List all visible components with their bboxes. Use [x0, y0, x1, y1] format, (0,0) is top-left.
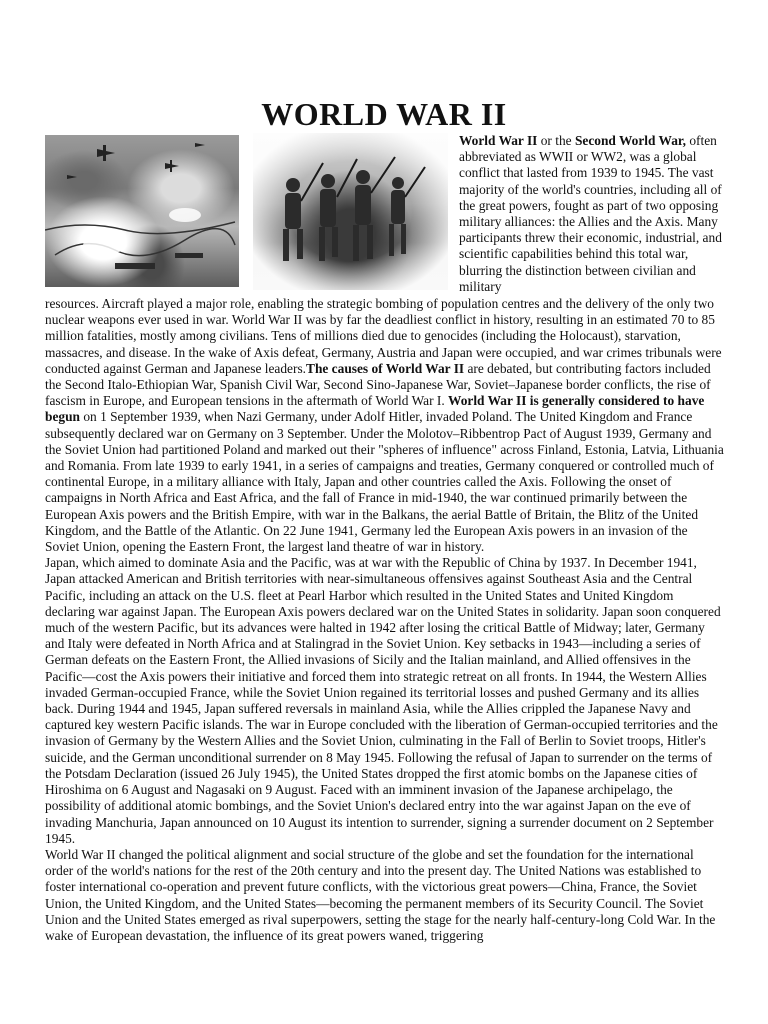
paragraph-aftermath: World War II changed the political alignment and social structure of the globe and set the foundation for the international order of the world's nations for the rest of the 20th century and into the present day. The United Nations was established to foster international co-operation and prevent future conflicts, with the victorious great powers—China, France, the Soviet Union, the United Kingdom, and the United States—becoming the permanent members of its Security Council. The Soviet Union and the United States emerged as rival superpowers, setting the stage for the nearly half-century-long Cold War. In the wake of European devastation, the influence of its great powers waned, triggering [45, 846, 716, 943]
lead-text: often abbreviated as WWII or WW2, was a global conflict that lasted from 1939 to 1945. The vast majority of the world's countries, including all of the great powers, fought as part of two opposing military alliances: the Allies and the Axis. Many participants threw their economic, industrial, and scientific capabilities behind this total war, blurring the distinction between civilian and military [459, 133, 722, 294]
lead-term-2: Second World War, [574, 133, 686, 148]
page-title: WORLD WAR II [261, 96, 507, 132]
article-body [45, 296, 725, 944]
aerial-battle-illustration [45, 135, 239, 287]
lead-connector: or the [537, 133, 575, 148]
lead-term-1: World War II [459, 133, 538, 148]
paragraph-causes-text-c: are debated, but contributing factors included the Second Italo-Ethiopian War, Spanish Civil War, Second Sino-Japanese War, Soviet–Japanese border conflicts, the rise of fascism in Europe, and European tensions in the aftermath of World War I. [45, 360, 711, 409]
soldiers-illustration [253, 133, 448, 290]
causes-heading-inline: The causes of World War II [306, 360, 465, 376]
aerial-battle-photo [45, 135, 239, 287]
paragraph-causes-text-e: on 1 September 1939, when Nazi Germany, under Adolf Hitler, invaded Poland. The United Kingdom and France subsequently declared war on Germany on 3 September. Under the Molotov–Ribbentrop Pact of August 1939, Germany and the Soviet Union had partitioned Poland and marked out their "spheres of influence" across Finland, Estonia, Latvia, Lithuania and Romania. From late 1939 to early 1941, in a series of campaigns and treaties, Germany conquered or controlled much of continental Europe, in a military alliance with Italy, Japan and other countries called the Axis. Following the onset of campaigns in North Africa and East Africa, and the fall of France in mid-1940, the war continued primarily between the European Axis powers and the British Empire, with war in the Balkans, the aerial Battle of Britain, the Blitz of the United Kingdom, and the Battle of the Atlantic. On 22 June 1941, Germany led the European Axis powers in an invasion of the Soviet Union, opening the Eastern Front, the largest land theatre of war in history. [45, 409, 724, 555]
lead-paragraph [459, 133, 731, 295]
soldiers-charge-photo [253, 133, 448, 290]
paragraph-causes-text-a: resources. Aircraft played a major role, enabling the strategic bombing of population centres and the delivery of the only two nuclear weapons ever used in war. World War II was by far the deadliest conflict in history, resulting in an estimated 70 to 85 million fatalities, mostly among civilians. Tens of millions died due to genocides (including the Holocaust), starvation, massacres, and disease. In the wake of Axis defeat, Germany, Austria and Japan were occupied, and war crimes tribunals were conducted against German and Japanese leaders. [45, 296, 722, 376]
paragraph-causes [45, 296, 725, 555]
beginning-heading-inline: World War II is generally considered to have begun [45, 393, 705, 425]
paragraph-pacific: Japan, which aimed to dominate Asia and the Pacific, was at war with the Republic of China by 1937. In December 1941, Japan attacked American and British territories with near-simultaneous offensives against Southeast Asia and the Central Pacific, including an attack on the U.S. fleet at Pearl Harbor which resulted in the United States and United Kingdom declaring war against Japan. The European Axis powers declared war on the United States in solidarity. Japan soon conquered much of the western Pacific, but its advances were halted in 1942 after losing the critical Battle of Midway; later, Germany and Italy were defeated in North Africa and at Stalingrad in the Soviet Union. Key setbacks in 1943—including a series of German defeats on the Eastern Front, the Allied invasions of Sicily and the Italian mainland, and Allied offensives in the Pacific—cost the Axis powers their initiative and forced them into strategic retreat on all fronts. In 1944, the Western Allies invaded German-occupied France, while the Soviet Union regained its territorial losses and pushed Germany and its allies back. During 1944 and 1945, Japan suffered reversals in mainland Asia, while the Allies crippled the Japanese Navy and captured key western Pacific islands. The war in Europe concluded with the liberation of German-occupied territories and the invasion of Germany by the Western Allies and the Soviet Union, culminating in the Fall of Berlin to Soviet troops, Hitler's suicide, and the German unconditional surrender on 8 May 1945. Following the refusal of Japan to surrender on the terms of the Potsdam Declaration (issued 26 July 1945), the United States dropped the first atomic bombs on the Japanese cities of Hiroshima on 6 August and Nagasaki on 9 August. Faced with an imminent invasion of the Japanese archipelago, the possibility of additional atomic bombings, and the Soviet Union's declared entry into the war against Japan on the eve of invading Manchuria, Japan announced on 10 August its intention to surrender, signing a surrender document on 2 September 1945. [45, 555, 721, 846]
